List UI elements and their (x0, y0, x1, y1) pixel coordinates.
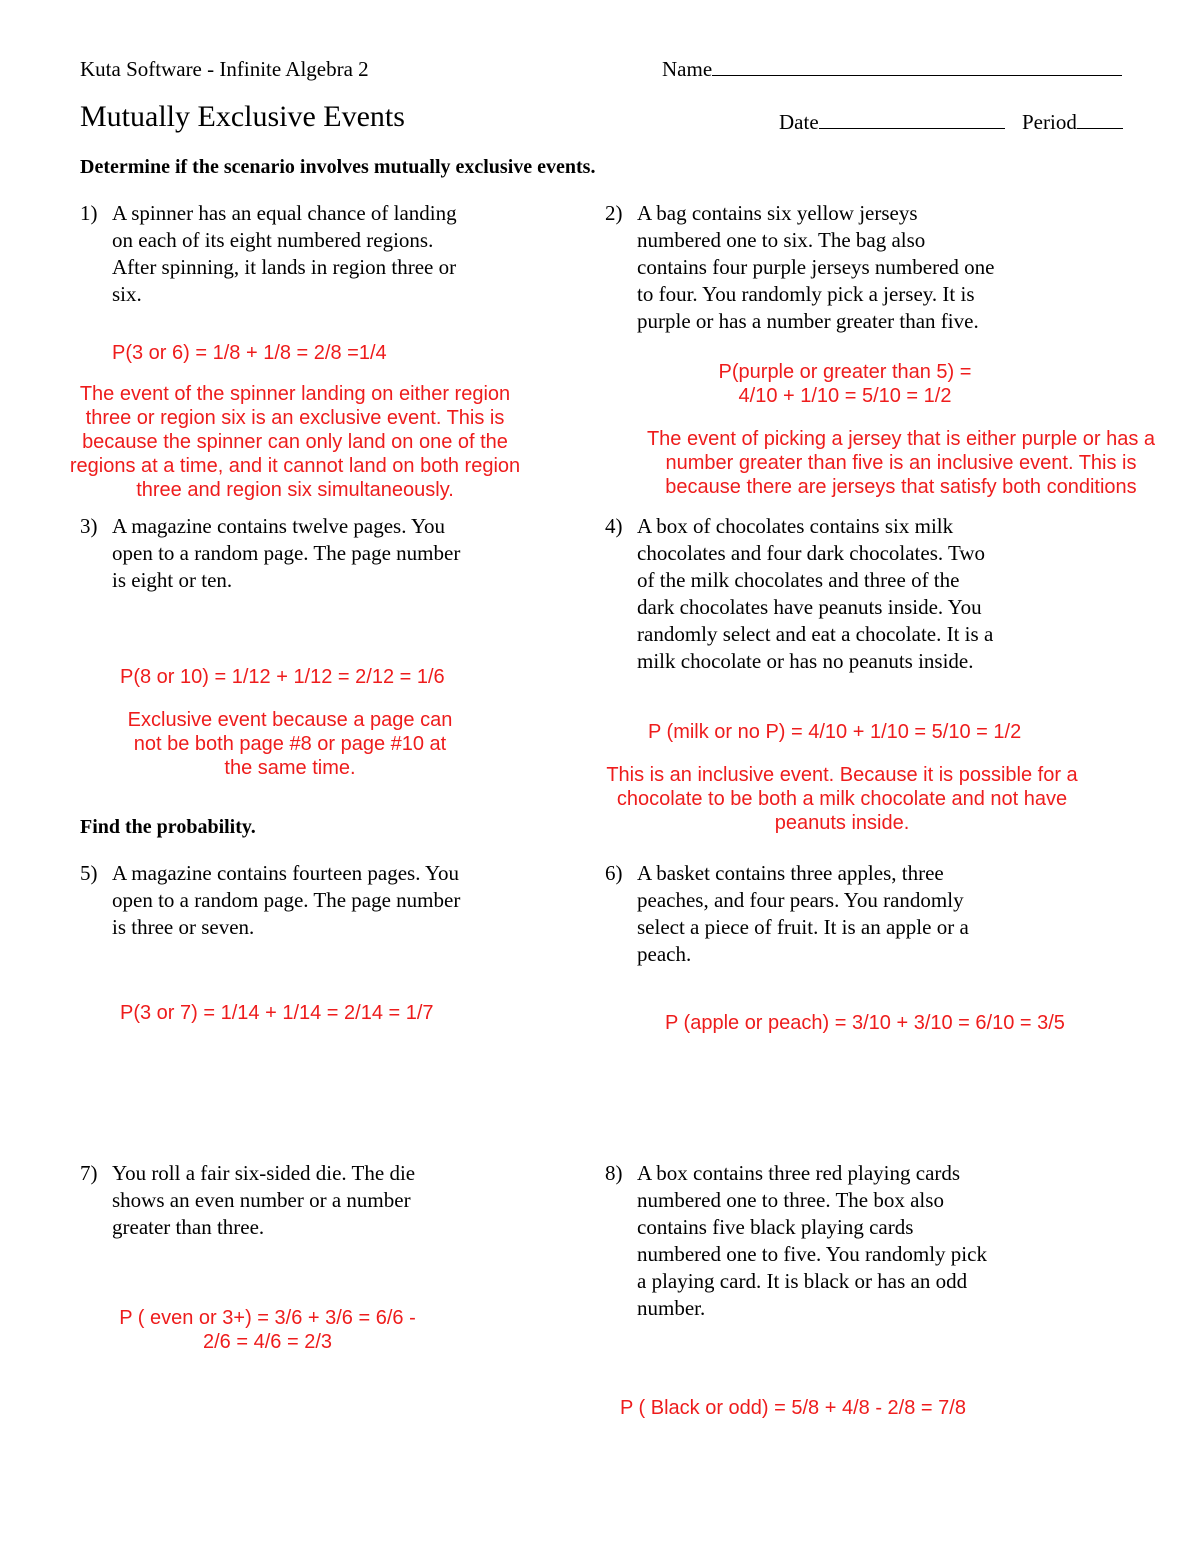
text-line: A magazine contains twelve pages. You (112, 514, 446, 538)
section-instruction: Determine if the scenario involves mutually exclusive events. (80, 156, 596, 178)
text-line: contains five black playing cards (637, 1215, 914, 1239)
text-line: to four. You randomly pick a jersey. It is (637, 282, 975, 306)
text-line: of the milk chocolates and three of the (637, 568, 960, 592)
text-line: A box contains three red playing cards (637, 1161, 961, 1185)
question-7-text (112, 1160, 572, 1241)
text-line: P(purple or greater than 5) = (718, 361, 972, 383)
text-line: contains four purple jerseys numbered one (637, 255, 995, 279)
text-line: greater than three. (112, 1215, 265, 1239)
text-line: a playing card. It is black or has an odd (637, 1269, 968, 1293)
date-label: Date (779, 110, 819, 134)
question-4-text (637, 513, 1107, 675)
text-line: peanuts inside. (774, 812, 910, 834)
text-line: numbered one to five. You randomly pick (637, 1242, 987, 1266)
answer-5: P(3 or 7) = 1/14 + 1/14 = 2/14 = 1/7 (120, 1002, 434, 1024)
text-line: chocolate to be both a milk chocolate and not have (616, 788, 1068, 810)
explanation-3 (90, 708, 490, 780)
question-number: 7) (80, 1161, 98, 1185)
text-line: A basket contains three apples, three (637, 861, 944, 885)
software-label: Kuta Software - Infinite Algebra 2 (80, 57, 369, 81)
text-line: A magazine contains fourteen pages. You (112, 861, 460, 885)
name-blank-line (712, 57, 1122, 76)
text-line: numbered one to six. The bag also (637, 228, 926, 252)
answer-4: P (milk or no P) = 4/10 + 1/10 = 5/10 = 1/2 (648, 721, 1022, 743)
text-line: 4/10 + 1/10 = 5/10 = 1/2 (738, 385, 952, 407)
question-3-text (112, 513, 572, 594)
text-line: six. (112, 282, 142, 306)
text-line: shows an even number or a number (112, 1188, 411, 1212)
name-label: Name (662, 57, 713, 81)
answer-3: P(8 or 10) = 1/12 + 1/12 = 2/12 = 1/6 (120, 666, 445, 688)
name-field (662, 57, 1134, 82)
question-number: 1) (80, 201, 98, 225)
text-line: open to a random page. The page number (112, 541, 461, 565)
date-field (779, 110, 1005, 135)
text-line: milk chocolate or has no peanuts inside. (637, 649, 974, 673)
explanation-1 (40, 382, 550, 502)
text-line: This is an inclusive event. Because it is possible for a (606, 764, 1078, 786)
question-number: 6) (605, 861, 623, 885)
text-line: is three or seven. (112, 915, 255, 939)
answer-7 (100, 1306, 435, 1354)
text-line: 2/6 = 4/6 = 2/3 (203, 1331, 332, 1353)
text-line: the same time. (224, 757, 356, 779)
worksheet-title: Mutually Exclusive Events (80, 100, 405, 133)
text-line: chocolates and four dark chocolates. Two (637, 541, 986, 565)
text-line: because there are jerseys that satisfy both conditions (665, 476, 1137, 498)
question-number: 4) (605, 514, 623, 538)
question-number: 5) (80, 861, 98, 885)
section-instruction: Find the probability. (80, 816, 256, 838)
text-line: not be both page #8 or page #10 at (133, 733, 447, 755)
question-2-text (637, 200, 1107, 335)
text-line: number. (637, 1296, 706, 1320)
explanation-4 (592, 763, 1092, 835)
text-line: randomly select and eat a chocolate. It is a (637, 622, 994, 646)
question-number: 3) (80, 514, 98, 538)
text-line: peaches, and four pears. You randomly (637, 888, 964, 912)
text-line: The event of picking a jersey that is either purple or has a (646, 428, 1156, 450)
text-line: Exclusive event because a page can (127, 709, 453, 731)
text-line: regions at a time, and it cannot land on both region (69, 455, 521, 477)
period-blank-line (1077, 110, 1123, 129)
question-number: 8) (605, 1161, 623, 1185)
text-line: three or region six is an exclusive event. This is (85, 407, 505, 429)
text-line: three and region six simultaneously. (136, 479, 454, 501)
text-line: peach. (637, 942, 692, 966)
question-8-text (637, 1160, 1107, 1322)
text-line: on each of its eight numbered regions. (112, 228, 434, 252)
period-label: Period (1022, 110, 1077, 134)
text-line: dark chocolates have peanuts inside. You (637, 595, 982, 619)
text-line: number greater than five is an inclusive event. This is (665, 452, 1137, 474)
question-6-text (637, 860, 1107, 968)
period-field (1022, 110, 1123, 135)
answer-2 (690, 360, 1000, 408)
text-line: A box of chocolates contains six milk (637, 514, 954, 538)
text-line: is eight or ten. (112, 568, 233, 592)
question-1-text (112, 200, 572, 308)
text-line: A spinner has an equal chance of landing (112, 201, 457, 225)
text-line: After spinning, it lands in region three or (112, 255, 457, 279)
text-line: numbered one to three. The box also (637, 1188, 944, 1212)
answer-6: P (apple or peach) = 3/10 + 3/10 = 6/10 = 3/5 (665, 1012, 1065, 1034)
date-blank-line (819, 110, 1005, 129)
explanation-2 (628, 427, 1174, 499)
answer-1: P(3 or 6) = 1/8 + 1/8 = 2/8 =1/4 (112, 342, 387, 364)
text-line: P ( even or 3+) = 3/6 + 3/6 = 6/6 - (119, 1307, 416, 1329)
question-number: 2) (605, 201, 623, 225)
text-line: open to a random page. The page number (112, 888, 461, 912)
text-line: select a piece of fruit. It is an apple or a (637, 915, 969, 939)
text-line: because the spinner can only land on one of the (82, 431, 508, 453)
text-line: The event of the spinner landing on either region (79, 383, 511, 405)
text-line: purple or has a number greater than five. (637, 309, 979, 333)
answer-8: P ( Black or odd) = 5/8 + 4/8 - 2/8 = 7/8 (620, 1397, 966, 1419)
text-line: You roll a fair six-sided die. The die (112, 1161, 416, 1185)
text-line: A bag contains six yellow jerseys (637, 201, 918, 225)
question-5-text (112, 860, 572, 941)
